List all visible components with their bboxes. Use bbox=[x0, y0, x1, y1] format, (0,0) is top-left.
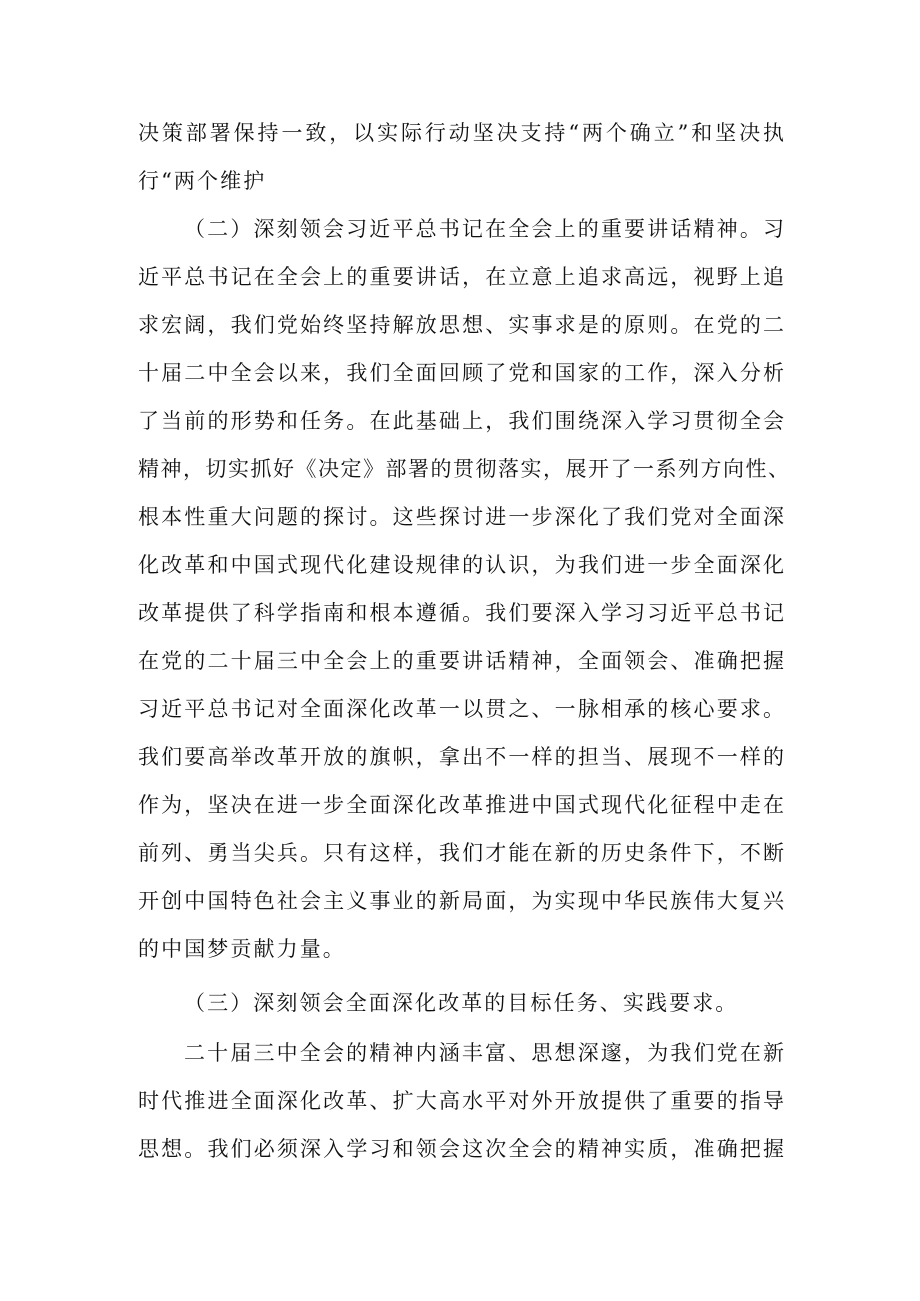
document-page bbox=[138, 109, 793, 1173]
text-line: 化改革和中国式现代化建设规律的认识，为我们进一步全面深化 bbox=[138, 553, 785, 577]
text-line: 精神，切实抓好《决定》部署的贯彻落实，展开了一系列方向性、 bbox=[138, 457, 790, 481]
text-line: 的中国梦贡献力量。 bbox=[138, 937, 346, 961]
text-line: 根本性重大问题的探讨。这些探讨进一步深化了我们党对全面深 bbox=[138, 505, 785, 529]
paragraph-continued bbox=[138, 109, 793, 205]
section-heading-2-line: （二）深刻领会习近平总书记在全会上的重要讲话精神。习 bbox=[184, 217, 785, 241]
text-line: 我们要高举改革开放的旗帜，拿出不一样的担当、展现不一样的 bbox=[138, 745, 785, 769]
text-line: 在党的二十届三中全会上的重要讲话精神，全面领会、准确把握 bbox=[138, 649, 785, 673]
text-line: 决策部署保持一致，以实际行动坚决支持“两个确立”和坚决执 bbox=[138, 121, 785, 145]
paragraph-section-2 bbox=[138, 205, 793, 973]
text-line: 行“两个维护 bbox=[138, 169, 267, 193]
text-line: 开创中国特色社会主义事业的新局面，为实现中华民族伟大复兴 bbox=[138, 889, 785, 913]
text-line: 时代推进全面深化改革、扩大高水平对外开放提供了重要的指导 bbox=[138, 1089, 785, 1113]
text-line: 习近平总书记对全面深化改革一以贯之、一脉相承的核心要求。 bbox=[138, 697, 785, 721]
paragraph-section-3-heading bbox=[138, 979, 793, 1027]
section-heading-3: （三）深刻领会全面深化改革的目标任务、实践要求。 bbox=[184, 991, 739, 1015]
text-line: 思想。我们必须深入学习和领会这次全会的精神实质，准确把握 bbox=[138, 1137, 785, 1161]
text-line: 改革提供了科学指南和根本遵循。我们要深入学习习近平总书记 bbox=[138, 601, 785, 625]
text-line: 求宏阔，我们党始终坚持解放思想、实事求是的原则。在党的二 bbox=[138, 313, 785, 337]
paragraph-section-3-body bbox=[138, 1029, 793, 1173]
text-line: 了当前的形势和任务。在此基础上，我们围绕深入学习贯彻全会 bbox=[138, 409, 785, 433]
text-line: 前列、勇当尖兵。只有这样，我们才能在新的历史条件下，不断 bbox=[138, 841, 785, 865]
text-line: 二十届三中全会的精神内涵丰富、思想深邃，为我们党在新 bbox=[184, 1041, 785, 1065]
text-line: 作为，坚决在进一步全面深化改革推进中国式现代化征程中走在 bbox=[138, 793, 785, 817]
text-line: 十届二中全会以来，我们全面回顾了党和国家的工作，深入分析 bbox=[138, 361, 785, 385]
text-line: 近平总书记在全会上的重要讲话，在立意上追求高远，视野上追 bbox=[138, 265, 785, 289]
